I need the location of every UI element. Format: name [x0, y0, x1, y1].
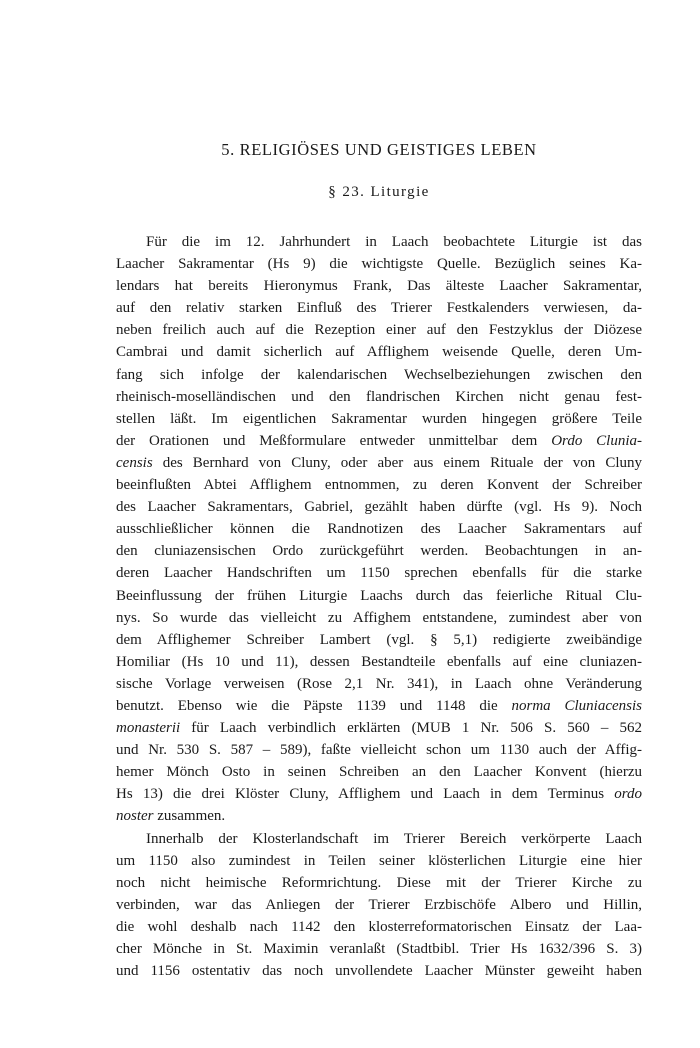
text-line: der Orationen und Meßformulare entweder unmittelbar dem Ordo Clunia-: [116, 432, 643, 449]
paragraph-1: [116, 231, 642, 828]
text-line: Hs 13) die drei Klöster Cluny, Afflighem und Laach in dem Terminus ordo: [116, 786, 642, 803]
text-line: stellen läßt. Im eigentlichen Sakramentar wurden hingegen größere Teile: [116, 410, 642, 427]
text-line: verbinden, war das Anliegen der Trierer Erzbischöfe Albero und Hillin,: [116, 896, 642, 913]
text-line: sische Vorlage verweisen (Rose 2,1 Nr. 341), in Laach ohne Veränderung: [116, 675, 642, 692]
text-line: Für die im 12. Jahrhundert in Laach beobachtete Liturgie ist das: [146, 234, 642, 250]
section-title: § 23. Liturgie: [328, 184, 430, 200]
text-line: neben freilich auch auf die Rezeption einer auf den Festzyklus der Diözese: [116, 322, 642, 339]
text-line: fang sich infolge der kalendarischen Wechselbeziehungen zwischen den: [116, 366, 642, 383]
text-line: lendars hat bereits Hieronymus Frank, Das älteste Laacher Sakramentar,: [116, 278, 642, 295]
chapter-title: 5. RELIGIÖSES UND GEISTIGES LEBEN: [221, 140, 537, 159]
text-line: des Laacher Sakramentars, Gabriel, gezählt haben dürfte (vgl. Hs 9). Noch: [116, 499, 642, 516]
text-line: die wohl deshalb nach 1142 den klosterreformatorischen Einsatz der Laa-: [116, 918, 642, 935]
text-line: beeinflußten Abtei Afflighem entnommen, zu deren Konvent der Schreiber: [116, 477, 642, 494]
text-line: und 1156 ostentativ das noch unvollendete Laacher Münster geweiht haben: [116, 963, 642, 980]
page-content: [116, 140, 642, 982]
text-line: Homiliar (Hs 10 und 11), dessen Bestandteile ebenfalls auf eine cluniazen-: [116, 653, 642, 670]
text-line: noster zusammen.: [116, 808, 226, 825]
paragraph-2: [116, 828, 642, 983]
text-line: deren Laacher Handschriften um 1150 sprechen ebenfalls für die starke: [116, 565, 642, 582]
text-line: um 1150 also zumindest in Teilen seiner klösterlichen Liturgie eine hier: [116, 852, 642, 869]
text-line: hemer Mönch Osto in seinen Schreiben an den Laacher Konvent (hierzu: [116, 764, 642, 781]
text-line: noch nicht heimische Reformrichtung. Diese mit der Trierer Kirche zu: [116, 874, 642, 891]
text-line: nys. So wurde das vielleicht zu Affighem entstandene, zumindest aber von: [116, 609, 642, 626]
text-line: und Nr. 530 S. 587 – 589), faßte vielleicht schon um 1130 auch der Affig-: [116, 742, 642, 759]
text-line: ausschließlicher können die Randnotizen des Laacher Sakramentars auf: [116, 521, 642, 538]
text-line: cher Mönche in St. Maximin veranlaßt (Stadtbibl. Trier Hs 1632/396 S. 3): [116, 941, 642, 957]
body-text: [116, 231, 642, 982]
text-line: censis des Bernhard von Cluny, oder aber aus einem Rituale der von Cluny: [116, 454, 642, 471]
text-line: dem Afflighemer Schreiber Lambert (vgl. § 5,1) redigierte zweibändige: [116, 631, 642, 648]
text-line: monasterii für Laach verbindlich erklärten (MUB 1 Nr. 506 S. 560 – 562: [116, 720, 642, 737]
text-line: rheinisch-moselländischen und den flandrischen Kirchen nicht genau fest-: [116, 388, 642, 405]
text-line: Innerhalb der Klosterlandschaft im Trierer Bereich verkörperte Laach: [146, 830, 642, 847]
text-line: den cluniazensischen Ordo zurückgeführt werden. Beobachtungen in an-: [116, 543, 642, 560]
text-line: Cambrai und damit sicherlich auf Afflighem weisende Quelle, deren Um-: [116, 344, 642, 361]
text-line: benutzt. Ebenso wie die Päpste 1139 und 1148 die norma Cluniacensis: [116, 697, 642, 714]
text-line: Laacher Sakramentar (Hs 9) die wichtigste Quelle. Bezüglich seines Ka-: [116, 256, 642, 273]
text-line: Beeinflussung der frühen Liturgie Laachs durch das feierliche Ritual Clu-: [116, 587, 642, 604]
text-line: auf den relativ starken Einfluß des Trierer Festkalenders verwiesen, da-: [116, 300, 642, 317]
